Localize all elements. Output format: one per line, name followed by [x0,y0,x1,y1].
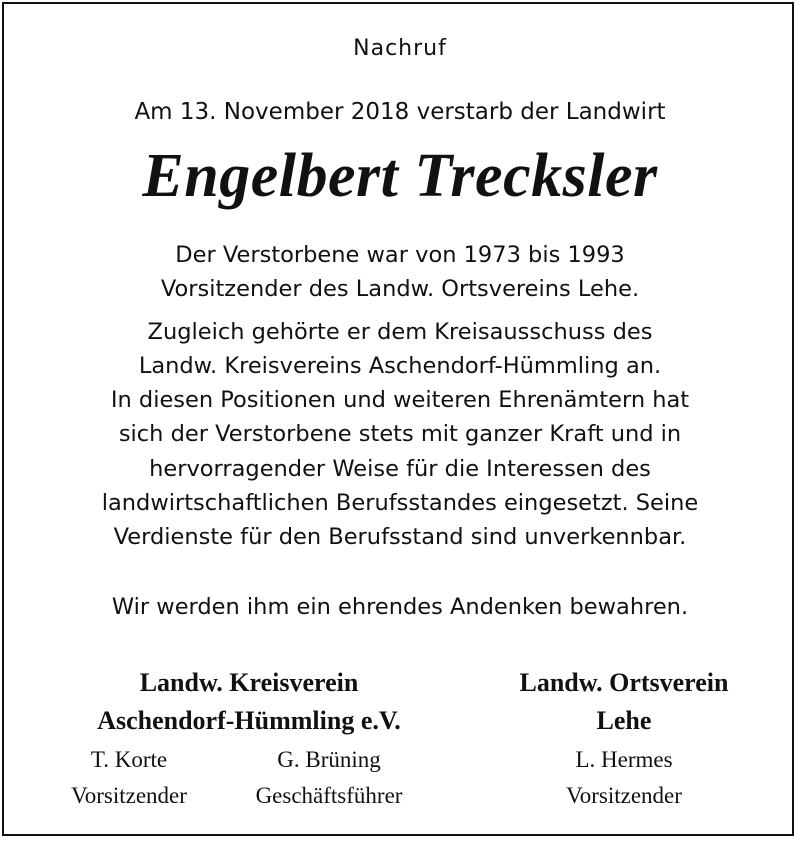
signatory-name: L. Hermes [575,747,673,772]
body-line: Verdienste für den Berufsstand sind unverkennbar. [113,524,687,551]
deceased-name: Engelbert Trecksler [142,142,658,210]
left-org-line1: Landw. Kreisverein [139,668,359,697]
intro-line: Am 13. November 2018 verstarb der Landwirt [134,99,666,125]
signatory-hermes [474,742,774,814]
body-line: Landw. Kreisvereins Aschendorf-Hümmling an. [138,352,662,379]
obituary-frame [2,2,794,836]
paragraph-gap [4,307,796,315]
signatory-bruening [214,742,444,814]
obituary-body [4,238,796,555]
right-organization [474,664,774,740]
signatory-korte [34,742,224,814]
body-line: hervorragender Weise für die Interessen des [149,455,651,482]
body-line: Der Verstorbene war von 1973 bis 1993 [175,242,625,268]
right-org-line2: Lehe [596,706,652,735]
body-line: sich der Verstorbene stets mit ganzer Kraft und in [118,421,682,448]
body-line: landwirtschaftlichen Berufsstandes eingesetzt. Seine [101,490,699,517]
body-line: Zugleich gehörte er dem Kreisausschuss des [147,318,653,345]
body-line: Vorsitzender des Landw. Ortsvereins Lehe. [160,276,640,303]
signatory-name: G. Brüning [277,747,381,772]
right-org-line1: Landw. Ortsverein [519,668,729,697]
signatory-role: Vorsitzender [71,783,187,808]
left-org-line2: Aschendorf-Hümmling e.V. [97,706,401,735]
signatory-role: Vorsitzender [566,783,682,808]
body-line: In diesen Positionen und weiteren Ehrenämtern hat [110,387,690,414]
signatory-name: T. Korte [90,747,168,772]
closing-line: Wir werden ihm ein ehrendes Andenken bewahren. [111,594,689,620]
notice-heading: Nachruf [353,36,447,61]
left-organization [24,664,474,740]
signatory-role: Geschäftsführer [255,783,403,808]
